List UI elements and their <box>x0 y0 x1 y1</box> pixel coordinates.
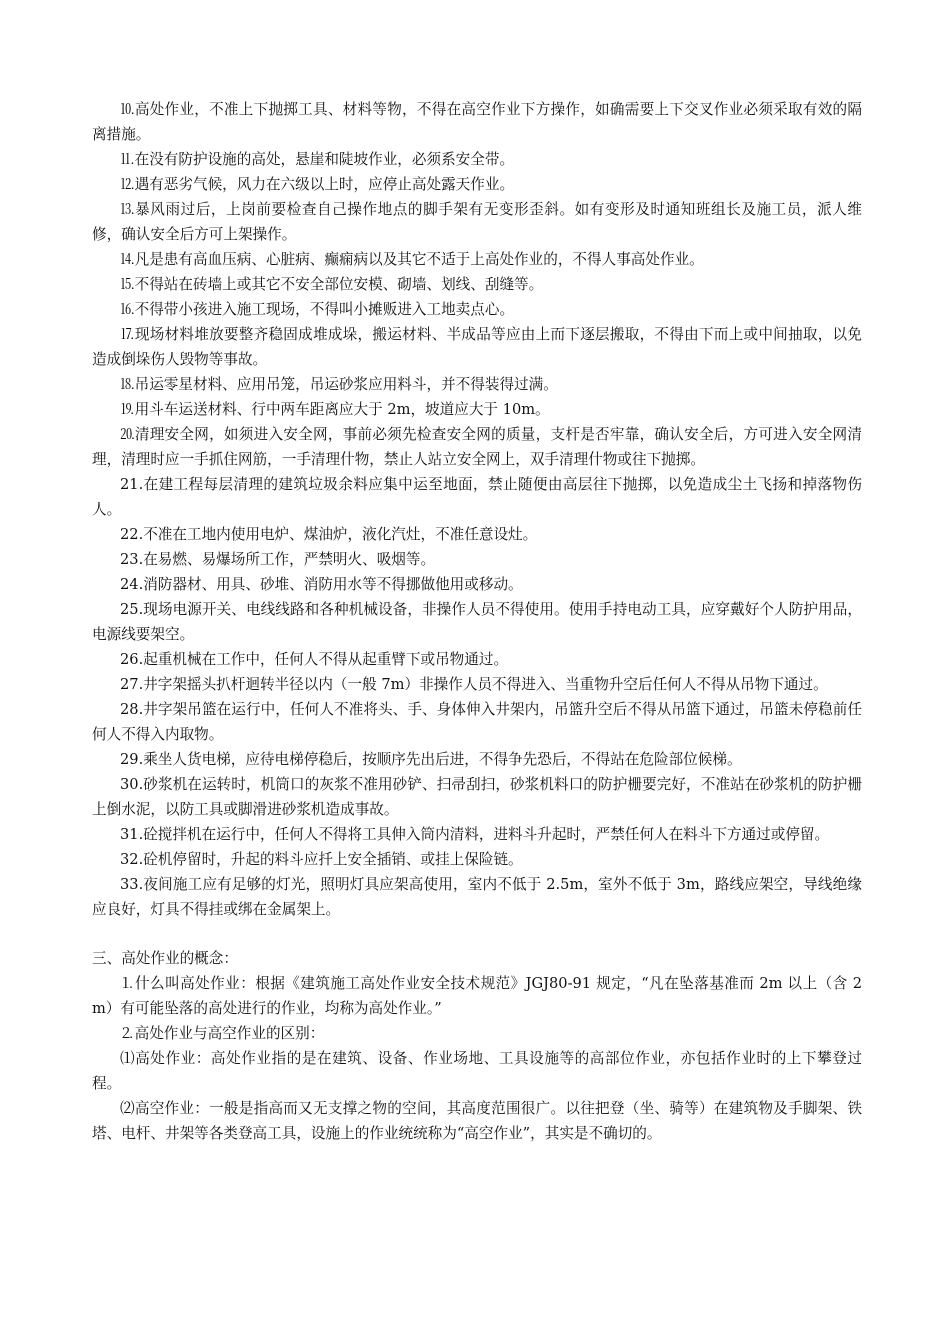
rule-item-11: ⒒在没有防护设施的高处，悬崖和陡坡作业，必须系安全带。 <box>120 151 515 168</box>
rule-item-32: 32.砼机停留时，升起的料斗应扦上安全插销、或挂上保险链。 <box>120 851 523 868</box>
rule-item-16: ⒗不得带小孩进入施工现场，不得叫小摊贩进入工地卖点心。 <box>120 301 515 318</box>
section-3-para-2: ⒉高处作业与高空作业的区别： <box>120 1025 325 1042</box>
rule-item-31: 31.砼搅拌机在运行中，任何人不得将工具伸入筒内清料，进料斗升起时，严禁任何人在料斗下方通过或停留。 <box>120 826 830 843</box>
rule-item-19: ⒚用斗车运送材料、行中两车距离应大于 2m，坡道应大于 10m。 <box>120 401 550 418</box>
rule-item-17: ⒘现场材料堆放要整齐稳固成堆成垛，搬运材料、半成品等应由上而下逐层搬取，不得由下而上或中间抽取，以免造成倒垛伤人毁物等事故。 <box>92 326 862 368</box>
rule-item-22: 22.不准在工地内使用电炉、煤油炉，液化汽灶，不准任意设灶。 <box>120 526 538 543</box>
section-3-para-3: ⑴高处作业：高处作业指的是在建筑、设备、作业场地、工具设施等的高部位作业，亦包括作业时的上下攀登过程。 <box>92 1050 862 1092</box>
rule-item-23: 23.在易燃、易爆场所工作，严禁明火、吸烟等。 <box>120 551 436 568</box>
rule-item-27: 27.井字架摇头扒杆迴转半径以内（一般 7m）非操作人员不得进入、当重物升空后任何人不得从吊物下通过。 <box>120 676 828 693</box>
document-page <box>92 97 862 1146</box>
rule-item-12: ⒓遇有恶劣气候，风力在六级以上时，应停止高处露天作业。 <box>120 176 515 193</box>
rule-item-26: 26.起重机械在工作中，任何人不得从起重臂下或吊物通过。 <box>120 651 509 668</box>
rule-item-25: 25.现场电源开关、电线线路和各种机械设备，非操作人员不得使用。使用手持电动工具，应穿戴好个人防护用品，电源线要架空。 <box>92 601 862 643</box>
rule-item-14: ⒕凡是患有高血压病、心脏病、癫痫病以及其它不适于上高处作业的，不得人事高处作业。 <box>120 251 704 268</box>
rule-item-18: ⒙吊运零星材料、应用吊笼，吊运砂浆应用料斗，并不得装得过满。 <box>120 376 558 393</box>
rule-item-33: 33.夜间施工应有足够的灯光，照明灯具应架高使用，室内不低于 2.5m，室外不低于 3m，路线应架空，导线绝缘应良好，灯具不得挂或绑在金属架上。 <box>92 876 862 918</box>
rule-item-13: ⒔暴风雨过后，上岗前要检查自己操作地点的脚手架有无变形歪斜。如有变形及时通知班组长及施工员，派人维修，确认安全后方可上架操作。 <box>92 201 862 243</box>
rule-item-28: 28.井字架吊篮在运行中，任何人不准将头、手、身体伸入井架内，吊篮升空后不得从吊篮下通过，吊篮未停稳前任何人不得入内取物。 <box>92 701 862 743</box>
rule-item-20: ⒛清理安全网，如须进入安全网，事前必须先检查安全网的质量，支杆是否牢靠，确认安全后，方可进入安全网清理，清理时应一手抓住网筋，一手清理什物，禁止人站立安全网上，双手清理什物或往下抛掷。 <box>92 426 862 468</box>
rule-item-24: 24.消防器材、用具、砂堆、消防用水等不得挪做他用或移动。 <box>120 576 523 593</box>
section-3-para-1: ⒈什么叫高处作业：根据《建筑施工高处作业安全技术规范》JGJ80-91 规定，“凡在坠落基准而 2m 以上（含 2m）有可能坠落的高处进行的作业，均称为高处作业。” <box>92 975 862 1017</box>
rule-item-30: 30.砂浆机在运转时，机筒口的灰浆不准用砂铲、扫帚刮扫，砂浆机料口的防护栅要完好，不准站在砂浆机的防护栅上倒水泥，以防工具或脚滑进砂浆机造成事故。 <box>92 776 862 818</box>
rule-item-29: 29.乘坐人货电梯，应待电梯停稳后，按顺序先出后进，不得争先恐后，不得站在危险部位候梯。 <box>120 751 742 768</box>
rule-item-21: 21.在建工程每层清理的建筑垃圾余料应集中运至地面，禁止随便由高层往下抛掷，以免造成尘土飞扬和掉落物伤人。 <box>92 476 862 518</box>
section-3-heading: 三、高处作业的概念： <box>92 950 238 967</box>
rule-item-15: ⒖不得站在砖墙上或其它不安全部位安模、砌墙、划线、刮缝等。 <box>120 276 544 293</box>
section-3-para-4: ⑵高空作业：一般是指高而又无支撑之物的空间，其高度范围很广。以往把登（坐、骑等）在建筑物及手脚架、铁塔、电杆、井架等各类登高工具，设施上的作业统统称为“高空作业”，其实是不确切的。 <box>92 1100 862 1142</box>
section-3 <box>92 946 862 1146</box>
safety-rules-list <box>92 97 862 922</box>
section-spacer <box>92 922 862 946</box>
rule-item-10: ⒑高处作业，不准上下抛掷工具、材料等物，不得在高空作业下方操作，如确需要上下交叉作业必须采取有效的隔离措施。 <box>92 101 862 143</box>
